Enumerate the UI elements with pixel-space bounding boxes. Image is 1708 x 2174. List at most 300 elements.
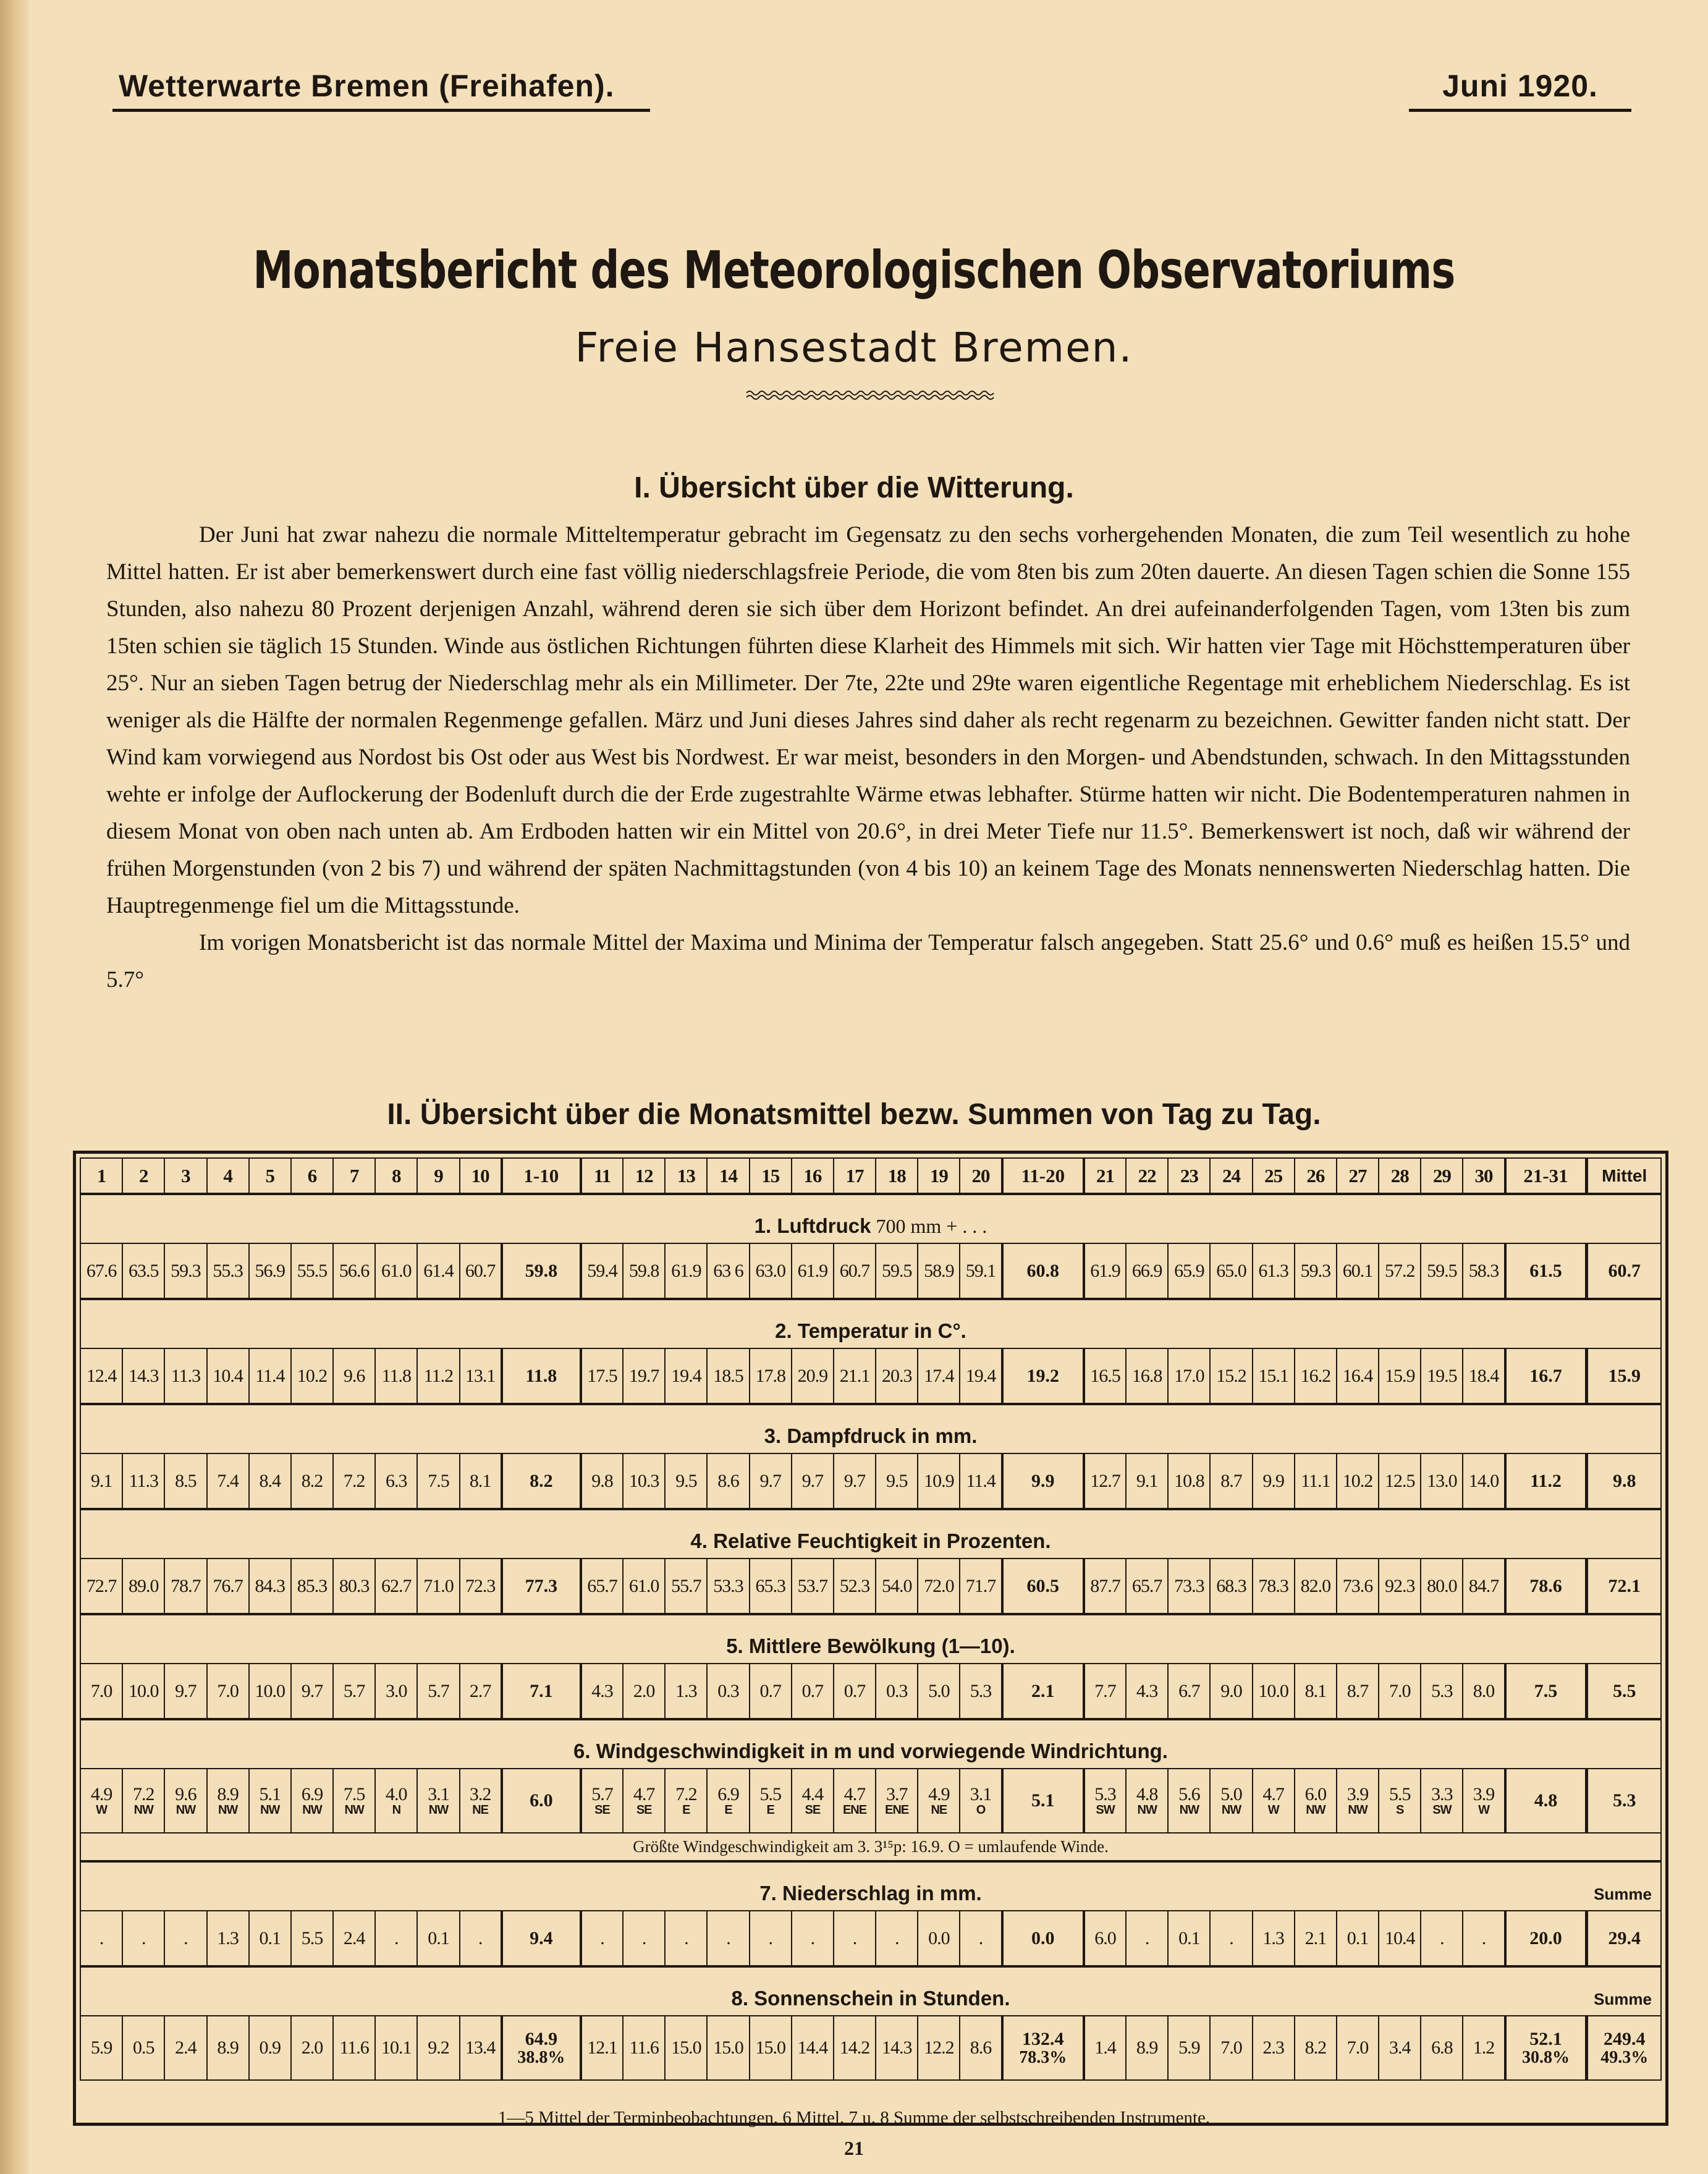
decade-value-cell xyxy=(502,1559,581,1614)
station-header: Wetterwarte Bremen (Freihafen). xyxy=(112,68,650,112)
day-value: . xyxy=(978,1927,983,1948)
day-value: 20.3 xyxy=(881,1365,912,1386)
day-value-cell xyxy=(876,1559,918,1614)
day-value-cell xyxy=(460,1911,502,1966)
day-column-header: 9 xyxy=(417,1158,459,1194)
wind-direction: SW xyxy=(1096,1803,1115,1817)
day-value: 15.1 xyxy=(1258,1365,1288,1386)
day-value: 3.7 xyxy=(886,1783,908,1804)
day-value: 19.5 xyxy=(1427,1365,1457,1386)
wind-direction: E xyxy=(682,1803,690,1817)
percent-value: 30.8% xyxy=(1522,2048,1570,2068)
day-value: . xyxy=(1481,1927,1486,1948)
day-value-cell xyxy=(207,1243,249,1299)
day-value-cell xyxy=(1210,1243,1252,1299)
section-title: 1. Luftdruck xyxy=(754,1214,871,1237)
day-value-cell xyxy=(581,1453,623,1509)
day-column-header: 11 xyxy=(581,1158,623,1194)
day-value-cell xyxy=(918,1911,960,1966)
day-value-cell xyxy=(1253,1243,1295,1299)
day-value-cell xyxy=(460,1664,502,1719)
day-value: 16.8 xyxy=(1131,1365,1162,1386)
day-value: 3.4 xyxy=(1389,2037,1411,2058)
decade-value: 5.1 xyxy=(1031,1790,1055,1811)
day-value: 5.3 xyxy=(1431,1680,1453,1701)
day-value: 14.3 xyxy=(129,1365,159,1386)
day-value: 61.9 xyxy=(1090,1260,1120,1281)
day-value: 7.0 xyxy=(1347,2037,1369,2058)
wind-direction: NW xyxy=(175,1803,196,1817)
day-value: 65.3 xyxy=(755,1575,785,1596)
day-value-cell xyxy=(249,2016,291,2080)
day-value: 0.1 xyxy=(1178,1927,1200,1948)
day-value-cell xyxy=(1295,1911,1337,1966)
day-column-header: 12 xyxy=(623,1158,665,1194)
decade-value: 78.6 xyxy=(1529,1575,1562,1596)
day-value-cell xyxy=(1210,1769,1252,1833)
wind-direction: NW xyxy=(1306,1803,1325,1817)
day-value: 6.9 xyxy=(301,1783,323,1804)
day-value-cell xyxy=(918,1453,960,1509)
overview-paragraph: Der Juni hat zwar nahezu die normale Mitteltemperatur gebracht im Gegensatz zu den sechs vorhergehenden Monaten, die zum Teil wesentlich zu hohe Mittel hatten. Er ist aber bemerkenswert durch eine fast völlig niederschlagsfreie Periode, die vom 8ten bis zum 20ten dauerte. An diesen Tagen schien die Sonne 155 Stunden, also nahezu 80 Prozent derjenigen Anzahl, während deren sie sich über dem Horizont befindet. An drei aufeinanderfolgenden Tagen, vom 13ten bis zum 15ten schien sie täglich 15 Stunden. Winde aus östlichen Richtungen führten diese Klarheit des Himmels mit sich. Wir hatten vier Tage mit Höchsttemperaturen über 25°. Nur an sieben Tagen betrug der Niederschlag mehr als ein Millimeter. Der 7te, 22te und 29te waren eigentliche Regentage mit erheblichem Niederschlag. Es ist weniger als die Hälfte der normalen Regenmenge gefallen. März und Juni dieses Jahres sind daher als recht regenarm zu bezeichnen. Gewitter fanden nicht statt. Der Wind kam vorwiegend aus Nordost bis Ost oder aus West bis Nordwest. Er war meist, besonders in den Morgen- und Abendstunden, schwach. In den Mittagsstunden wehte er infolge der Auflockerung der Bodenluft durch die der Erde zugestrahlte Wärme etwas lebhafter. Stürme hatten wir nicht. Die Bodentemperaturen nahmen in diesem Monat von oben nach unten ab. Am Erdboden hatten wir ein Mittel von 20.6°, in drei Meter Tiefe nur 11.5°. Bemerkenswert ist noch, daß wir während der frühen Morgenstunden (von 2 bis 7) und während der späten Nachmittagstunden (von 4 bis 10) an keinem Tage des Monats nennenswerten Niederschlag hatten. Die Hauptregenmenge fiel um die Mittagsstunde. xyxy=(106,522,1630,918)
day-value: 15.9 xyxy=(1384,1365,1415,1386)
section-title: 2. Temperatur in C°. xyxy=(775,1319,966,1342)
day-value: . xyxy=(852,1927,857,1948)
wind-direction: SE xyxy=(805,1803,821,1817)
section-header-row-sonnenschein xyxy=(80,1966,1661,2016)
wind-direction: NW xyxy=(1221,1803,1241,1817)
day-value: 9.1 xyxy=(90,1470,112,1491)
day-value-cell xyxy=(1463,1453,1505,1509)
day-value-cell xyxy=(960,1664,1002,1719)
day-value-cell xyxy=(792,1243,834,1299)
day-value-cell xyxy=(291,1243,333,1299)
day-value: 9.0 xyxy=(1220,1680,1242,1701)
day-value-cell xyxy=(665,1911,707,1966)
decade-value-cell xyxy=(1505,1769,1587,1833)
day-value-cell xyxy=(834,1559,876,1614)
day-column-header: 6 xyxy=(291,1158,333,1194)
day-value-cell xyxy=(1295,1243,1337,1299)
day-value-cell xyxy=(750,1559,792,1614)
day-value-cell xyxy=(122,1453,164,1509)
mean-value-cell xyxy=(1587,1243,1661,1299)
wind-direction: NW xyxy=(218,1803,238,1817)
day-value-cell xyxy=(291,2016,333,2080)
day-value-cell xyxy=(417,1769,459,1833)
day-value-cell xyxy=(333,1664,375,1719)
day-value-cell xyxy=(960,1243,1002,1299)
decade-value-cell xyxy=(1002,1769,1084,1833)
day-value-cell xyxy=(1379,1769,1421,1833)
day-value: 68.3 xyxy=(1216,1575,1246,1596)
day-value-cell xyxy=(1463,1348,1505,1404)
day-value-cell xyxy=(834,2016,876,2080)
day-value-cell xyxy=(1295,1664,1337,1719)
day-value-cell xyxy=(1126,2016,1168,2080)
mean-value-cell xyxy=(1587,1559,1661,1614)
day-value: 67.6 xyxy=(86,1260,117,1281)
day-value: 59.3 xyxy=(1300,1260,1331,1281)
day-value-cell xyxy=(1421,2016,1463,2080)
wind-direction: S xyxy=(1396,1803,1404,1817)
day-value: 4.7 xyxy=(843,1783,866,1804)
day-value-cell xyxy=(375,1348,417,1404)
day-value-cell xyxy=(665,1348,707,1404)
wavy-divider-ornament xyxy=(746,388,996,403)
day-value-cell xyxy=(1337,1348,1379,1404)
day-value-cell xyxy=(1337,1769,1379,1833)
day-value: 8.0 xyxy=(1473,1680,1495,1701)
section-header-row-niederschlag xyxy=(80,1861,1661,1911)
day-value: 4.3 xyxy=(591,1680,613,1701)
day-value-cell xyxy=(1463,1911,1505,1966)
mean-value-cell xyxy=(1587,1664,1661,1719)
day-value-cell xyxy=(80,1911,122,1966)
mean-value-cell xyxy=(1587,1453,1661,1509)
day-column-header: 16 xyxy=(792,1158,834,1194)
weather-overview-text xyxy=(106,517,1630,999)
day-value-cell xyxy=(1463,2016,1505,2080)
day-value-cell xyxy=(623,1243,665,1299)
day-value-cell xyxy=(122,1769,164,1833)
day-value: 63.0 xyxy=(755,1260,785,1281)
day-value-cell xyxy=(417,1559,459,1614)
day-column-header: 28 xyxy=(1379,1158,1421,1194)
day-value: 0.1 xyxy=(428,1927,449,1948)
day-value: 6.7 xyxy=(1178,1680,1200,1701)
day-value: 15.2 xyxy=(1216,1365,1246,1386)
day-column-header: 1 xyxy=(80,1158,122,1194)
day-value: 0.1 xyxy=(1347,1927,1369,1948)
day-value-cell xyxy=(460,1769,502,1833)
day-column-header: 5 xyxy=(249,1158,291,1194)
day-value-cell xyxy=(623,2016,665,2080)
day-value-cell xyxy=(581,1769,623,1833)
day-value: 12.7 xyxy=(1090,1470,1120,1491)
day-value: . xyxy=(184,1927,188,1948)
day-value: 2.4 xyxy=(175,2037,197,2058)
day-value-cell xyxy=(80,1453,122,1509)
day-value: 1.3 xyxy=(217,1927,239,1948)
day-value-cell xyxy=(80,1664,122,1719)
wind-direction: NW xyxy=(344,1803,364,1817)
day-value-cell xyxy=(1295,2016,1337,2080)
day-value: 4.4 xyxy=(801,1783,824,1804)
day-value-cell xyxy=(1337,2016,1379,2080)
day-value: 5.7 xyxy=(428,1680,449,1701)
day-value: 6.9 xyxy=(717,1783,739,1804)
day-value-cell xyxy=(707,1453,749,1509)
day-value-cell xyxy=(1421,1911,1463,1966)
day-value-cell xyxy=(1337,1559,1379,1614)
wind-direction: NE xyxy=(931,1803,947,1817)
day-value: 60.7 xyxy=(839,1260,870,1281)
day-value: 7.0 xyxy=(217,1680,239,1701)
day-value: 59.1 xyxy=(965,1260,996,1281)
decade-value-cell xyxy=(1505,1911,1587,1966)
day-value-cell xyxy=(834,1769,876,1833)
decade-value: 11.8 xyxy=(525,1365,557,1386)
decade-value: 11.2 xyxy=(1530,1470,1562,1491)
values-row-temperatur xyxy=(80,1348,1661,1404)
day-value-cell xyxy=(460,1243,502,1299)
day-value: . xyxy=(478,1927,483,1948)
day-value-cell xyxy=(581,1348,623,1404)
day-value: 11.2 xyxy=(423,1365,454,1386)
day-value-cell xyxy=(207,2016,249,2080)
day-column-header: 21 xyxy=(1084,1158,1126,1194)
day-value: 57.2 xyxy=(1384,1260,1415,1281)
day-value: 16.2 xyxy=(1300,1365,1331,1386)
decade-value-cell xyxy=(1002,1911,1084,1966)
day-value-cell xyxy=(80,1348,122,1404)
day-value-cell xyxy=(623,1769,665,1833)
day-value-cell xyxy=(750,1453,792,1509)
day-value: 87.7 xyxy=(1090,1575,1120,1596)
day-value-cell xyxy=(1295,1769,1337,1833)
day-value: 10.9 xyxy=(924,1470,954,1491)
day-value: 8.6 xyxy=(970,2037,992,2058)
section-header-row-temperatur xyxy=(80,1299,1661,1348)
day-value-cell xyxy=(164,2016,206,2080)
day-value: 6.8 xyxy=(1431,2037,1453,2058)
values-row-sonnenschein xyxy=(80,2016,1661,2080)
day-value: 71.0 xyxy=(423,1575,454,1596)
day-value-cell xyxy=(834,1911,876,1966)
day-value: 7.0 xyxy=(1389,1680,1411,1701)
decade-value: 61.5 xyxy=(1529,1260,1562,1281)
day-value: 9.1 xyxy=(1136,1470,1158,1491)
day-value: 5.5 xyxy=(759,1783,781,1804)
decade-value: 16.7 xyxy=(1529,1365,1562,1386)
day-value: 63.5 xyxy=(129,1260,159,1281)
day-value-cell xyxy=(164,1911,206,1966)
mean-value-cell xyxy=(1587,1769,1661,1833)
day-value-cell xyxy=(750,1664,792,1719)
day-value-cell xyxy=(1084,1664,1126,1719)
decade-value-cell xyxy=(502,1453,581,1509)
section-header-row-luftdruck xyxy=(80,1194,1661,1243)
day-value: 16.5 xyxy=(1090,1365,1120,1386)
day-value-cell xyxy=(375,2016,417,2080)
day-value: 7.5 xyxy=(343,1783,365,1804)
day-value: 8.2 xyxy=(1304,2037,1327,2058)
day-value-cell xyxy=(291,1348,333,1404)
day-value-cell xyxy=(164,1769,206,1833)
day-value-cell xyxy=(1295,1559,1337,1614)
day-value: 52.3 xyxy=(839,1575,870,1596)
decade-value-cell xyxy=(502,1664,581,1719)
day-value: 62.7 xyxy=(381,1575,412,1596)
day-column-header: 3 xyxy=(164,1158,206,1194)
day-value-cell xyxy=(249,1243,291,1299)
day-value-cell xyxy=(80,1243,122,1299)
decade-value: 60.5 xyxy=(1026,1575,1060,1596)
day-value-cell xyxy=(417,1348,459,1404)
day-value: 9.9 xyxy=(1262,1470,1284,1491)
day-value-cell xyxy=(960,1911,1002,1966)
day-value-cell xyxy=(333,1243,375,1299)
day-value-cell xyxy=(918,1243,960,1299)
section-title-cell xyxy=(80,1404,1661,1453)
section-title: 3. Dampfdruck in mm. xyxy=(764,1424,978,1447)
day-header-row xyxy=(80,1158,1661,1194)
day-value-cell xyxy=(207,1559,249,1614)
day-value-cell xyxy=(122,1664,164,1719)
section-title-cell xyxy=(80,1194,1661,1243)
mean-value-cell xyxy=(1587,1911,1661,1966)
decade-value: 7.5 xyxy=(1534,1680,1558,1701)
day-value-cell xyxy=(164,1348,206,1404)
percent-value: 78.3% xyxy=(1019,2048,1067,2068)
day-value-cell xyxy=(333,2016,375,2080)
day-value-cell xyxy=(707,1911,749,1966)
day-value-cell xyxy=(1126,1911,1168,1966)
day-value: 4.7 xyxy=(633,1783,655,1804)
section-unit: 700 mm + . . . xyxy=(871,1215,987,1237)
day-value-cell xyxy=(834,1453,876,1509)
day-value: 2.1 xyxy=(1304,1927,1327,1948)
mean-value-cell xyxy=(1587,1348,1661,1404)
day-value-cell xyxy=(665,1243,707,1299)
day-value: 10.3 xyxy=(628,1470,659,1491)
day-value: 54.0 xyxy=(881,1575,912,1596)
day-value: 5.7 xyxy=(591,1783,613,1804)
day-value: 12.4 xyxy=(86,1365,117,1386)
day-value: 8.1 xyxy=(1304,1680,1327,1701)
wind-direction: ENE xyxy=(885,1803,909,1817)
day-value: . xyxy=(394,1927,399,1948)
day-value: . xyxy=(142,1927,146,1948)
section-title-cell xyxy=(80,1509,1661,1559)
day-value: 15.0 xyxy=(713,2037,743,2058)
day-value-cell xyxy=(1463,1664,1505,1719)
day-value: 14.4 xyxy=(797,2037,828,2058)
day-value-cell xyxy=(1168,1769,1210,1833)
day-column-header: 20 xyxy=(960,1158,1002,1194)
day-value-cell xyxy=(333,1453,375,1509)
day-value: 3.2 xyxy=(469,1783,491,1804)
day-value-cell xyxy=(80,1559,122,1614)
day-value-cell xyxy=(1421,1243,1463,1299)
day-value: 60.7 xyxy=(465,1260,496,1281)
day-value-cell xyxy=(1421,1348,1463,1404)
monthly-means-heading: II. Übersicht über die Monatsmittel bezw. Summen von Tag zu Tag. xyxy=(387,1098,1321,1131)
wind-direction: NW xyxy=(133,1803,153,1817)
day-value-cell xyxy=(291,1453,333,1509)
day-value-cell xyxy=(1337,1243,1379,1299)
day-column-header: 2 xyxy=(122,1158,164,1194)
day-value: 11.6 xyxy=(629,2037,659,2058)
day-column-header: 18 xyxy=(876,1158,918,1194)
day-value-cell xyxy=(1126,1664,1168,1719)
day-value-cell xyxy=(1253,1664,1295,1719)
day-value: 15.0 xyxy=(755,2037,785,2058)
decade-value-cell xyxy=(1002,1243,1084,1299)
day-value-cell xyxy=(80,1769,122,1833)
day-value: 0.7 xyxy=(843,1680,866,1701)
day-value-cell xyxy=(876,1664,918,1719)
day-value: 3.9 xyxy=(1473,1783,1495,1804)
day-value-cell xyxy=(460,2016,502,2080)
day-value: 11.4 xyxy=(966,1470,996,1491)
wind-direction: SE xyxy=(636,1803,652,1817)
day-value: 5.9 xyxy=(1178,2037,1200,2058)
day-value-cell xyxy=(1210,1911,1252,1966)
day-value: 11.8 xyxy=(381,1365,411,1386)
day-value: . xyxy=(1229,1927,1233,1948)
mean-value: 15.9 xyxy=(1608,1365,1641,1386)
day-value-cell xyxy=(1168,1911,1210,1966)
day-value-cell xyxy=(665,1453,707,1509)
decade-value-cell xyxy=(502,1911,581,1966)
day-value-cell xyxy=(792,2016,834,2080)
section-title-cell xyxy=(80,1614,1661,1664)
day-value: 0.3 xyxy=(886,1680,908,1701)
day-value-cell xyxy=(623,1348,665,1404)
day-value: 59.5 xyxy=(881,1260,912,1281)
day-value-cell xyxy=(1253,1559,1295,1614)
day-value: 7.2 xyxy=(675,1783,697,1804)
decade-value: 7.1 xyxy=(530,1680,553,1701)
wind-direction: NW xyxy=(1179,1803,1199,1817)
day-value: 8.9 xyxy=(1136,2037,1158,2058)
day-column-header: 29 xyxy=(1421,1158,1463,1194)
day-value-cell xyxy=(1337,1911,1379,1966)
day-value: 58.9 xyxy=(924,1260,954,1281)
day-value: 56.9 xyxy=(255,1260,285,1281)
day-value: 65.9 xyxy=(1174,1260,1204,1281)
day-value-cell xyxy=(1168,1664,1210,1719)
day-value-cell xyxy=(623,1453,665,1509)
day-value-cell xyxy=(581,1664,623,1719)
day-value-cell xyxy=(623,1664,665,1719)
day-value: 10.0 xyxy=(129,1680,159,1701)
day-value-cell xyxy=(1084,1348,1126,1404)
day-value-cell xyxy=(876,1243,918,1299)
weather-overview-heading: I. Übersicht über die Witterung. xyxy=(634,472,1074,504)
day-value: 12.2 xyxy=(924,2037,954,2058)
day-value: 59.3 xyxy=(171,1260,201,1281)
day-value: 0.0 xyxy=(928,1927,950,1948)
day-value-cell xyxy=(707,1348,749,1404)
day-value-cell xyxy=(1084,1911,1126,1966)
day-value-cell xyxy=(291,1664,333,1719)
day-value-cell xyxy=(792,1559,834,1614)
day-value-cell xyxy=(207,1911,249,1966)
day-value: 1.3 xyxy=(675,1680,697,1701)
day-value-cell xyxy=(1337,1453,1379,1509)
day-value-cell xyxy=(960,2016,1002,2080)
day-value-cell xyxy=(1126,1348,1168,1404)
day-value: . xyxy=(641,1927,646,1948)
day-column-header: 26 xyxy=(1295,1158,1337,1194)
day-value-cell xyxy=(1168,1559,1210,1614)
day-value-cell xyxy=(1210,1664,1252,1719)
day-value-cell xyxy=(1084,1243,1126,1299)
day-value: 5.5 xyxy=(1389,1783,1411,1804)
day-value: 14.2 xyxy=(839,2037,870,2058)
day-value: 84.7 xyxy=(1468,1575,1499,1596)
day-value: 56.6 xyxy=(339,1260,370,1281)
decade-value-cell xyxy=(1505,2016,1587,2080)
day-value: 8.7 xyxy=(1347,1680,1369,1701)
day-value: 10.8 xyxy=(1174,1470,1204,1491)
day-value: 7.2 xyxy=(133,1783,154,1804)
day-value-cell xyxy=(417,1664,459,1719)
day-column-header: 15 xyxy=(750,1158,792,1194)
